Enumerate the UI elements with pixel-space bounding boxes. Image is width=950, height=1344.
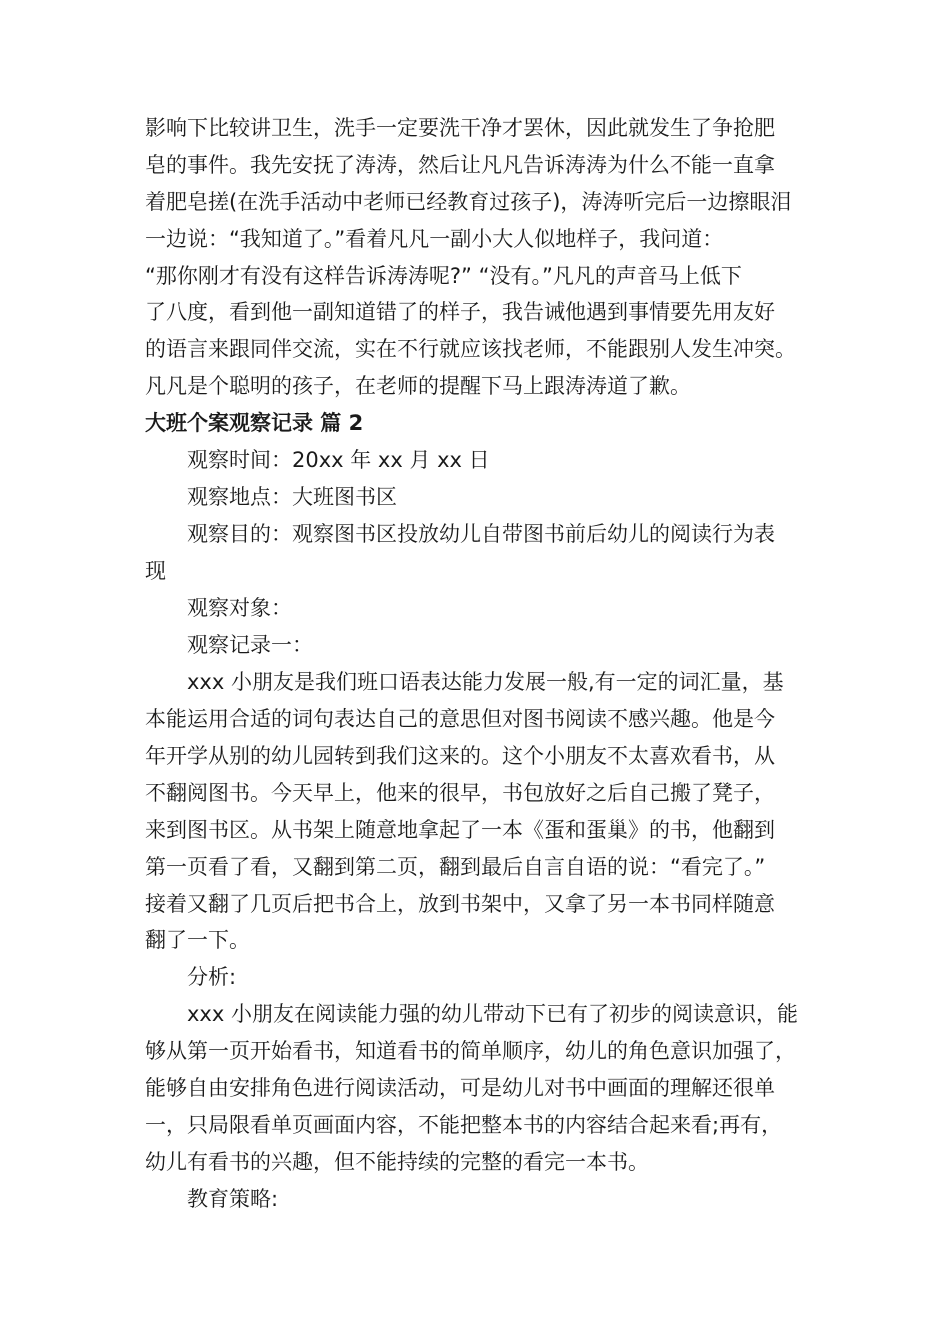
body-line: 幼儿有看书的兴趣，但不能持续的完整的看完一本书。 <box>145 1150 649 1174</box>
body-line: 一边说：“我知道了。”看着凡凡一副小大人似地样子，我问道： <box>145 227 724 251</box>
body-line: 着肥皂搓(在洗手活动中老师已经教育过孩子)，涛涛听完后一边擦眼泪 <box>145 190 792 214</box>
section-heading: 大班个案观察记录 篇 2 <box>145 411 364 435</box>
body-line: “那你刚才有没有这样告诉涛涛呢?” “没有。”凡凡的声音马上低下 <box>145 264 742 288</box>
body-line: xxx 小朋友是我们班口语表达能力发展一般,有一定的词汇量，基 <box>187 670 784 694</box>
body-line: 了八度，看到他一副知道错了的样子，我告诫他遇到事情要先用友好 <box>145 300 775 324</box>
body-line: 皂的事件。我先安抚了涛涛，然后让凡凡告诉涛涛为什么不能一直拿 <box>145 153 775 177</box>
observation-subject: 观察对象： <box>187 596 292 620</box>
body-line: 现 <box>145 559 166 583</box>
body-line: 接着又翻了几页后把书合上，放到书架中，又拿了另一本书同样随意 <box>145 892 775 916</box>
analysis-label: 分析: <box>187 965 237 989</box>
body-line: 凡凡是个聪明的孩子，在老师的提醒下马上跟涛涛道了歉。 <box>145 374 691 398</box>
body-line: 翻了一下。 <box>145 928 250 952</box>
body-line: 年开学从别的幼儿园转到我们这来的。这个小朋友不太喜欢看书，从 <box>145 744 775 768</box>
observation-purpose: 观察目的：观察图书区投放幼儿自带图书前后幼儿的阅读行为表 <box>187 522 775 546</box>
body-line: xxx 小朋友在阅读能力强的幼儿带动下已有了初步的阅读意识，能 <box>187 1002 798 1026</box>
body-line: 够从第一页开始看书，知道看书的简单顺序，幼儿的角色意识加强了， <box>145 1039 796 1063</box>
observation-time: 观察时间：20xx 年 xx 月 xx 日 <box>187 448 490 472</box>
body-line: 的语言来跟同伴交流，实在不行就应该找老师，不能跟别人发生冲突。 <box>145 337 796 361</box>
body-line: 一，只局限看单页画面内容，不能把整本书的内容结合起来看;再有， <box>145 1113 783 1137</box>
body-line: 影响下比较讲卫生，洗手一定要洗干净才罢休，因此就发生了争抢肥 <box>145 116 775 140</box>
body-line: 不翻阅图书。今天早上，他来的很早，书包放好之后自己搬了凳子， <box>145 781 775 805</box>
observation-record-label: 观察记录一： <box>187 633 313 657</box>
strategy-label: 教育策略: <box>187 1187 279 1211</box>
body-line: 第一页看了看，又翻到第二页，翻到最后自言自语的说：“看完了。” <box>145 855 766 879</box>
body-line: 能够自由安排角色进行阅读活动，可是幼儿对书中画面的理解还很单 <box>145 1076 775 1100</box>
body-line: 来到图书区。从书架上随意地拿起了一本《蛋和蛋巢》的书，他翻到 <box>145 818 775 842</box>
body-line: 本能运用合适的词句表达自己的意思但对图书阅读不感兴趣。他是今 <box>145 707 775 731</box>
observation-location: 观察地点：大班图书区 <box>187 485 397 509</box>
